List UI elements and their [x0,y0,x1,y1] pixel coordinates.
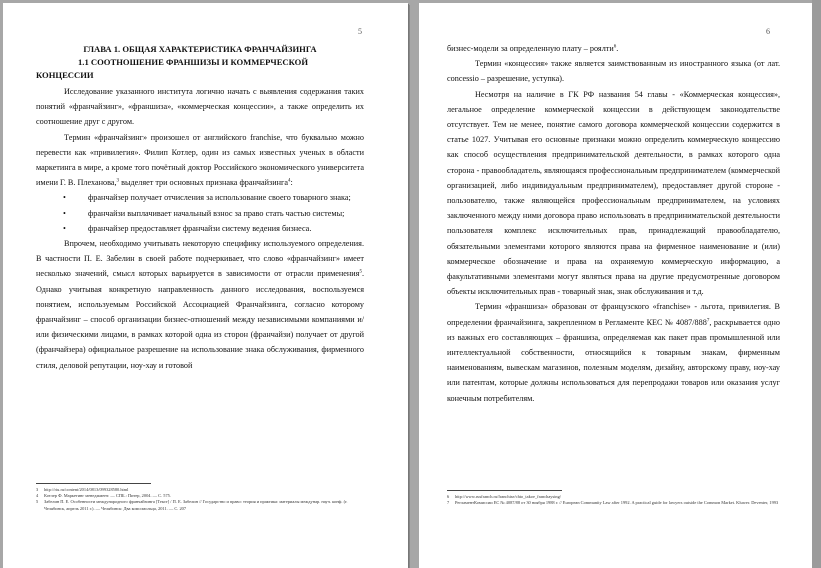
footnote: 4 Котлер Ф. Маркетинг менеджмент. — СПБ.: Питер, 2004. — С. 575. [36,493,171,499]
list-item: • франчайзи выплачивает начальный взнос за право стать частью системы; [36,206,364,221]
paragraph: бизнес-модели за определенную плату – роялти$^6$. [447,44,619,53]
section-title: 1.1 СООТНОШЕНИЕ ФРАНШИЗЫ И КОММЕРЧЕСКОЙ [78,57,309,67]
bullet-icon: • [63,193,66,203]
page-number: 6 [766,27,770,36]
footnote-ref: 7 [706,317,710,323]
paragraph: Исследование указанного института логично начать с выявления содержания таких понятий «франчайзинг», «франшиза», «коммерческая концессии», а также определить их соотношение друг с другом. [36,87,364,127]
paragraph: Термин «концессия» также является заимствованным из иностранного языка (от лат. concessio – разрешение, уступка). [447,59,780,84]
footnote-separator [447,490,562,491]
document-page-right [419,3,817,568]
paragraph: Термин «франчайзинг» произошел от английского franchise, что буквально можно перевести как «привилегия». Филип Котлер, один из самых известных ученых в области маркетинга в мире, а кроме того почётный доктор Российского экономического университета имени Г. В. Плеханова,$^3$ выделяет три основных признака франчайзинга$^4$: [36,132,364,188]
footnote-ref: 6 [613,44,617,50]
footnote-separator [36,483,151,484]
vertical-scrollbar[interactable] [812,0,821,568]
list-item: • франчайзер предоставляет франчайзи систему ведения бизнеса. [36,221,364,236]
footnote: 3 http://riu.ru/content/2014/0813/099328580.html [36,487,129,492]
footnote-ref: 3 [116,178,120,184]
paragraph: Впрочем, необходимо учитывать некоторую специфику используемого определения. В частности П. Е. Забелин в своей работе подчеркивает, что слово «франчайзинг» имеет несколько значений, смысл которых варьируется в зависимости от отрасли применения$^5$. Однако учитывая конкретную направленность данного исследования, воспользуемся понятием, используемым Российской Ассоциацией Франчайзинга, согласно которому франчайзинг – способ организации бизнес-отношений между независимыми компаниями и/или физическими лицами, в рамках которой одна из сторон (франчайзи) получает от другой (франчайзера) официальное разрешение на использование знака обслуживания, фирменного стиля, деловой репутации, ноу-хау и готовой [36,239,364,370]
chapter-title: ГЛАВА 1. ОБЩАЯ ХАРАКТЕРИСТИКА ФРАНЧАЙЗИНГА [83,44,317,54]
bullet-icon: • [63,223,66,233]
footnote-ref: 4 [288,178,291,184]
page-body [36,43,364,373]
list-item: • франчайзер получает отчисления за использование своего товарного знака; [36,190,364,205]
footnote-ref: 5 [359,269,362,275]
footnote: 6 http://www.rusfranch.ru/franchise/chto_takoe_franchaysing/ [447,494,562,499]
paragraph: Несмотря на наличие в ГК РФ названия 54 главы - «Коммерческая концессия», легальное определение коммерческой концессии в действующем законодательстве отсутствует. Тем не менее, понятие самого договора коммерческой концессии содержится в статье 1027. Учитывая его основные признаки можно определить коммерческую концессию как способ осуществления предпринимательской деятельности, в рамках которого одна сторона - правообладатель, являющаяся профессиональным предпринимателем (коммерческой организацией, либо индивидуальным предпринимателем), предоставляет другой стороне - пользователю, также являющейся профессиональным предпринимателем, на условиях заключенного между ними договора право использовать в предпринимательской деятельности пользователя комплекс исключительных прав, принадлежащий правообладателю, обязательными элементами которого являются права на фирменное наименование и (или) коммерческое обозначение и права на охраняемую коммерческую информацию, а факультативными элементами могут являться права на другие предусмотренные договором объекты исключительных прав - товарный знак, знак обслуживания и т.д. [447,89,780,297]
page-number: 5 [358,27,362,36]
document-page-left [3,3,408,568]
footnotes [447,490,787,506]
section-title-continued: КОНЦЕССИИ [36,70,94,80]
bullet-icon: • [63,208,66,218]
footnote: 5 Забелин П. Е. Особенности международного франчайзинга [Текст] / П. Е. Забелин // Государство и право: теория и практика: материалы междунар. науч. конф. (г. Челябинск, апрель 2011 г.). — Челябинск: Два комсомольца, 2011. — С. 207 [36,499,348,511]
page-body [447,41,780,406]
footnote: 7 РегламентКомиссии ЕС № 4087/88 от 30 ноября 1988 г. // European Community Law after 1992. A practical guide for lawyers outside the Common Market. Kluwer. Deventer, 1993 [447,500,779,506]
paragraph: Термин «франшиза» образован от французского «franchise» - льгота, привилегия. В определении франчайзинга, закрепленном в Регламенте КЕС № $4087/888^7$, раскрывается одно из важных его составляющих – франшиза, определяемая как пакет прав промышленной или интеллектуальной собственности, относящийся к товарным знакам, фирменным наименованиям, вывескам магазинов, полезным моделям, дизайну, авторскому праву, ноу-хау или патентам, которые должны использоваться для перепродажи товаров или оказания услуг конечным потребителям. [447,302,780,403]
footnotes [36,483,366,512]
